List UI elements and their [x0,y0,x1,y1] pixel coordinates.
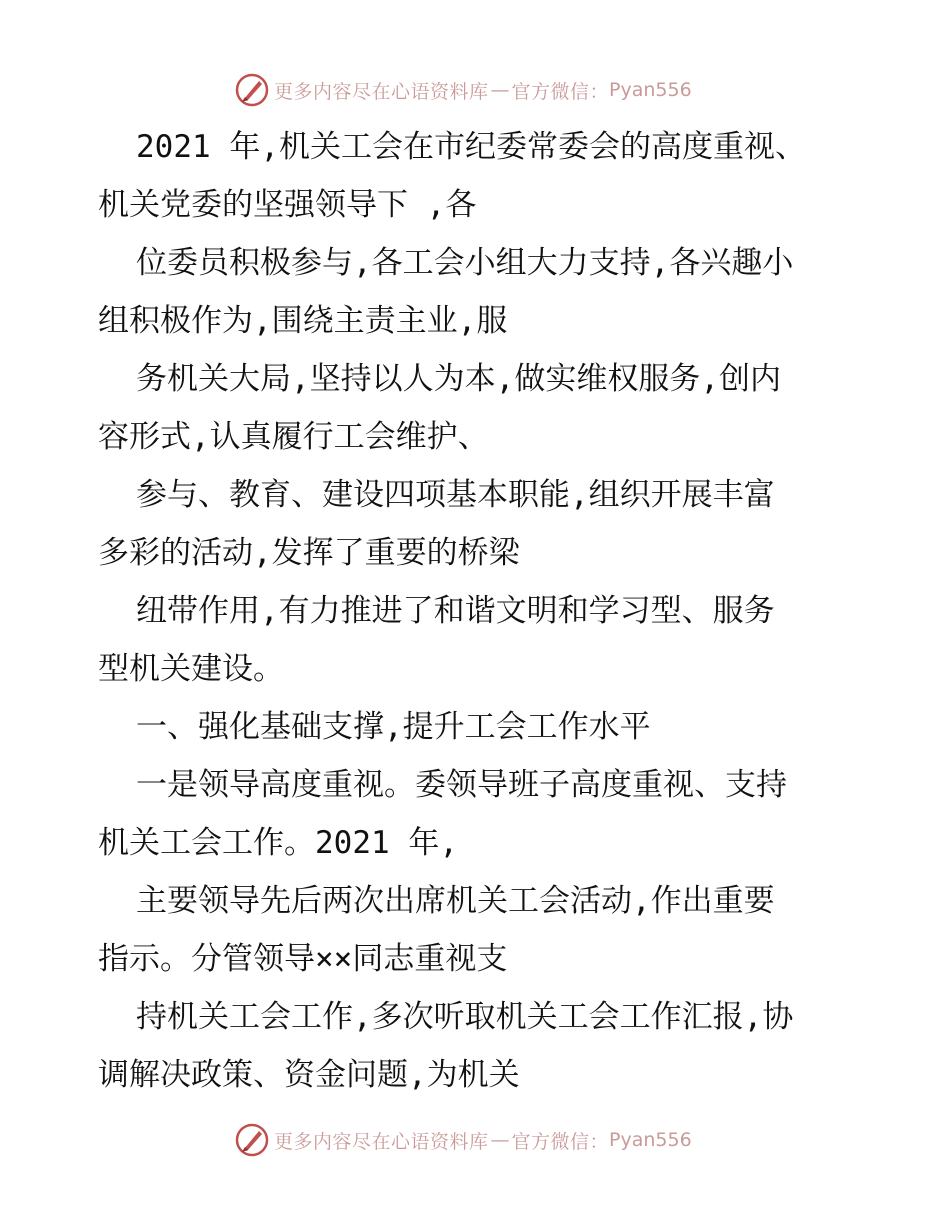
text-line-15: 指示。分管领导××同志重视支 [98,941,508,977]
text-line-3: 位委员积极参与,各工会小组大力支持,各兴趣小 [136,245,794,281]
watermark-text: 更多内容尽在心语资料库 [274,1130,489,1153]
text-line-16: 持机关工会工作,多次听取机关工会工作汇报,协 [136,999,794,1035]
text-line-17: 调解决政策、资金问题,为机关 [98,1057,520,1093]
text-line-6: 容形式,认真履行工会维护、 [98,419,489,455]
text-line-7: 参与、教育、建设四项基本职能,组织开展丰富 [136,477,775,513]
text-line-13: 机关工会工作。2021 年, [98,825,458,861]
text-line-12: 一是领导高度重视。委领导班子高度重视、支持 [136,767,787,803]
watermark-handle: Pyan556 [609,1129,692,1151]
watermark-handle: Pyan556 [609,79,692,101]
section-heading: 一、强化基础支撑,提升工会工作水平 [136,709,651,745]
quill-pen-in-circle-icon [234,72,270,108]
watermark-label: 官方微信： [511,1130,610,1153]
watermark-header [234,70,692,110]
text-line-2: 机关党委的坚强领导下 ,各 [98,187,477,223]
text-line-10: 型机关建设。 [98,651,284,687]
text-line-14: 主要领导先后两次出席机关工会活动,作出重要 [136,883,775,919]
text-line-8: 多彩的活动,发挥了重要的桥梁 [98,535,520,571]
watermark-dash: — [490,79,510,101]
text-line-9: 纽带作用,有力推进了和谐文明和学习型、服务 [136,593,775,629]
watermark-dash: — [490,1129,510,1151]
quill-pen-in-circle-icon [234,1122,270,1158]
watermark-label: 官方微信： [511,80,610,103]
text-line-5: 务机关大局,坚持以人为本,做实维权服务,创内 [136,361,781,397]
text-line-4: 组积极作为,围绕主责主业,服 [98,303,508,339]
text-line-1: 2021 年,机关工会在市纪委常委会的高度重视、 [136,129,806,165]
watermark-text: 更多内容尽在心语资料库 [274,80,489,103]
watermark-footer [234,1120,692,1160]
document-body [98,118,898,1104]
